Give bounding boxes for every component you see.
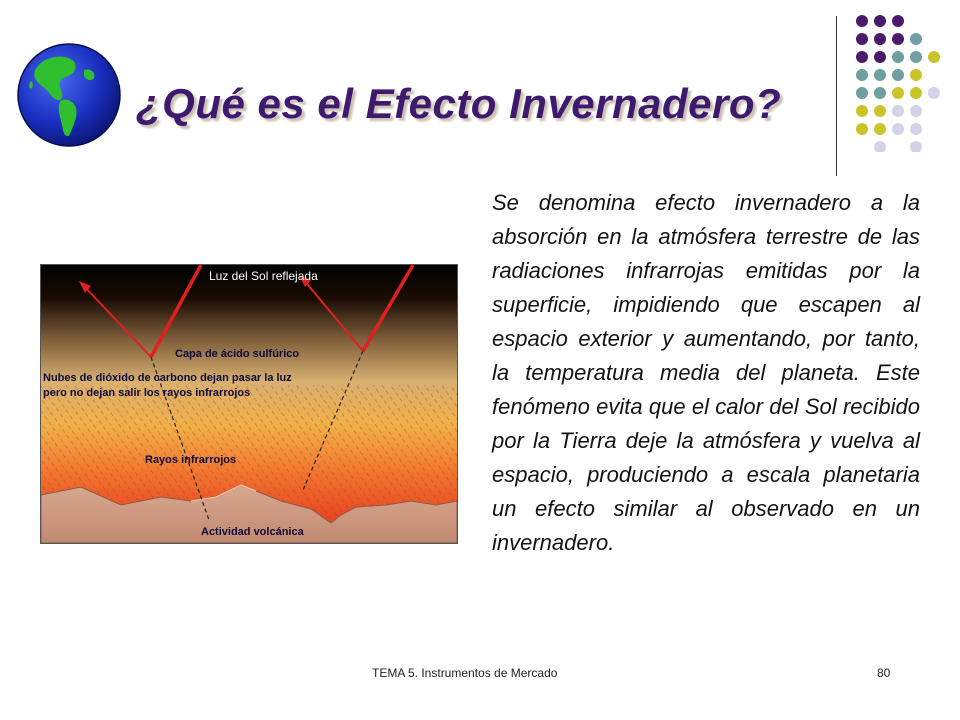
- decorative-dot-grid: [848, 12, 948, 152]
- page-number: 80: [877, 666, 891, 680]
- greenhouse-illustration: [40, 264, 458, 544]
- label-volcanic-activity: Actividad volcánica: [201, 526, 304, 538]
- body-paragraph: Se denomina efecto invernadero a la absorción en la atmósfera terrestre de las radiaciones infrarrojas emitidas por la superficie, impidiendo que escapen al espacio exterior y aumentando, por tanto, la temperatura media del planeta. Este fenómeno evita que el calor del Sol recibido por la Tierra deje la atmósfera y vuelva al espacio, produciendo a escala planetaria un efecto similar al observado en un invernadero.: [492, 190, 920, 555]
- label-infrared-rays: Rayos infrarrojos: [145, 454, 237, 466]
- decorative-divider-line: [836, 16, 837, 176]
- footer-text: TEMA 5. Instrumentos de Mercado: [372, 666, 558, 680]
- globe-icon: [16, 42, 122, 148]
- slide-title: ¿Qué es el Efecto Invernadero?: [136, 80, 782, 127]
- label-co2-clouds: Nubes de dióxido de carbono dejan pasar la luz pero no dejan salir los rayos infrarrojos: [43, 372, 292, 399]
- label-reflected-sunlight: Luz del Sol reflejada: [209, 269, 318, 283]
- label-sulfuric-acid-layer: Capa de ácido sulfúrico: [175, 348, 300, 360]
